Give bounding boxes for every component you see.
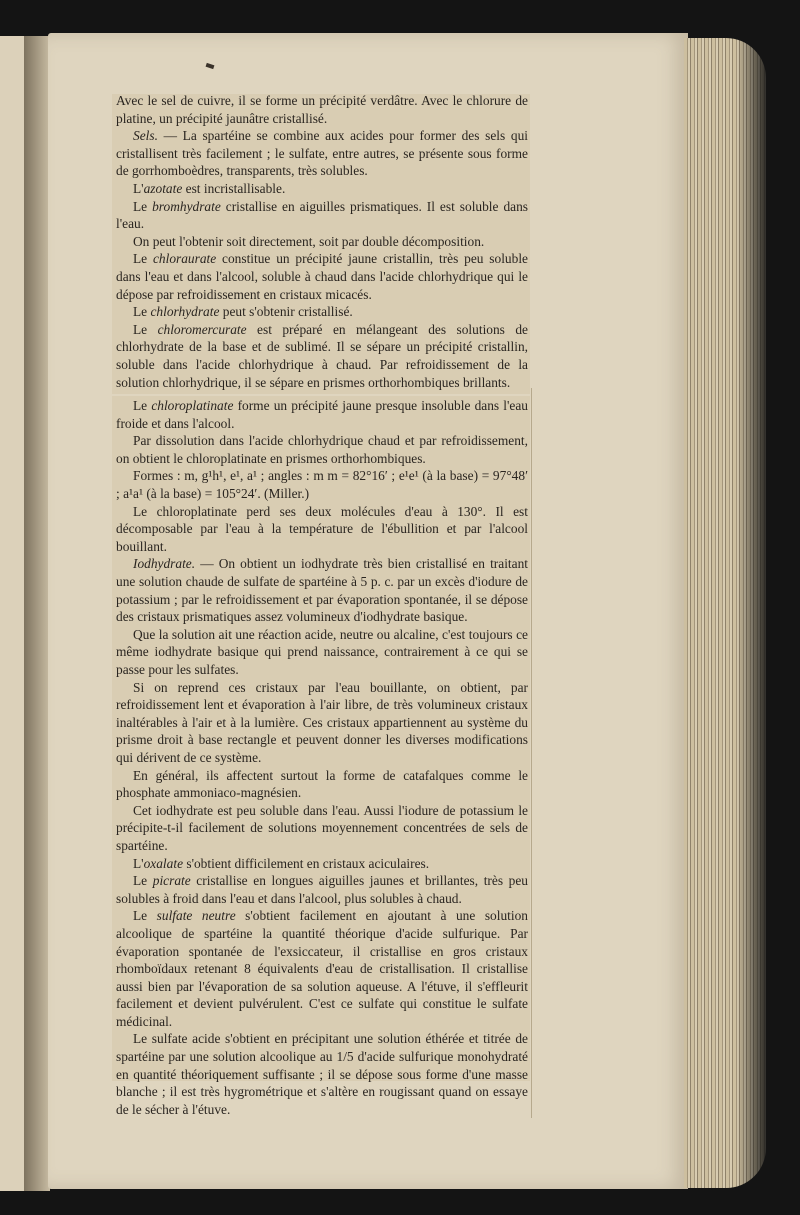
- paragraph: [116, 321, 528, 391]
- paragraph: [116, 872, 528, 907]
- paragraph-body: cristallise en aiguilles prismatiques. Il est soluble dans l'eau.: [116, 198, 528, 232]
- paragraph-term: picrate: [152, 873, 191, 889]
- paragraph-body: Cet iodhydrate est peu soluble dans l'eau. Aussi l'iodure de potassium le précipite-t-il facilement de solutions moyennement concentrées de sels de spartéine.: [116, 802, 528, 853]
- paragraph-body: Si on reprend ces cristaux par l'eau bouillante, on obtient, par refroidissement lent et évaporation à l'air libre, de très volumineux cristaux inaltérables à l'air et à la lumière. Ces cristaux appartiennent au système du prisme droit à base rectangle et peuvent donner les diverses modifications qui dérivent de ce système.: [116, 679, 528, 765]
- text-block-top: [116, 92, 528, 391]
- paragraph-body: Le sulfate acide s'obtient en précipitant une solution éthérée et titrée de spartéine par une solution alcoolique au 1/5 d'acide sulfurique monohydraté en quantité théoriquement suffisante ; il se dépose sous forme d'une masse blanche ; il est très hygrométrique et s'altère en rougissant quand on essaye de le sécher à l'étuve.: [116, 1031, 528, 1117]
- paragraph: [116, 626, 528, 679]
- paragraph-body: Par dissolution dans l'acide chlorhydrique chaud et par refroidissement, on obtient le chloroplatinate en prismes orthorhombiques.: [116, 433, 528, 466]
- paragraph-body: cristallise en longues aiguilles jaunes et brillantes, très peu solubles à froid dans l'eau et dans l'alcool, plus solubles à chaud.: [116, 873, 528, 906]
- paragraph-prefix: Le: [133, 908, 157, 924]
- paragraph-term: bromhydrate: [152, 198, 221, 214]
- paragraph: [116, 233, 528, 251]
- paragraph: [116, 198, 528, 233]
- paragraph-body: s'obtient facilement en ajoutant à une solution alcoolique de spartéine la quantité théorique d'acide sulfurique. Par évaporation spontanée de l'exsiccateur, il cristallise en gros cristaux rhomboïdaux retenant 8 équivalents d'eau de cristallisation. Il cristallise aussi bien par l'évaporation de sa solution aqueuse. A l'étuve, il s'effleurit facilement et devient pulvérulent. C'est ce sulfate qui constitue le sulfate médicinal.: [116, 908, 528, 1029]
- document-text: [116, 92, 528, 1118]
- paragraph-term: Iodhydrate.: [133, 556, 196, 572]
- paragraph: [116, 767, 528, 802]
- paragraph-term: Sels.: [133, 128, 158, 144]
- paragraph: [116, 303, 528, 321]
- paragraph-term: azotate: [143, 180, 183, 196]
- paragraph-body: Que la solution ait une réaction acide, neutre ou alcaline, c'est toujours ce même iodhydrate basique qui prend naissance, contrairement à ce qui se passe pour les sulfates.: [116, 626, 528, 677]
- paragraph: [116, 907, 528, 1030]
- paragraph-prefix: L': [133, 855, 144, 871]
- paragraph-prefix: Le: [133, 198, 153, 214]
- paragraph-body: est préparé en mélangeant des solutions de chlorhydrate de la base et de sublimé. Il se sépare un précipité cristallin, soluble dans l'acide chlorhydrique à chaud. Par refroidissement de la solution chlorhydrique, il se sépare en prismes orthorhombiques brillants.: [116, 321, 528, 390]
- paragraph-body: forme un précipité jaune presque insoluble dans l'eau froide et dans l'alcool.: [116, 398, 528, 431]
- paragraph-body: Avec le sel de cuivre, il se forme un précipité verdâtre. Avec le chlorure de platine, un précipité jaunâtre cristallisé.: [116, 93, 528, 126]
- paragraph-prefix: Le: [133, 873, 153, 889]
- paragraph-body: On peut l'obtenir soit directement, soit par double décomposition.: [133, 233, 485, 249]
- paragraph-body: peut s'obtenir cristallisé.: [219, 304, 353, 320]
- paragraph-prefix: Le: [133, 251, 153, 267]
- paragraph: [116, 855, 528, 873]
- paragraph-body: En général, ils affectent surtout la forme de catafalques comme le phosphate ammoniaco-magnésien.: [116, 767, 528, 801]
- paragraph: [116, 1030, 528, 1118]
- paragraph-term: chloromercurate: [157, 321, 247, 337]
- paragraph-term: chloroplatinate: [151, 398, 234, 414]
- paragraph-body: est incristallisable.: [182, 180, 286, 196]
- book-gutter: [24, 36, 50, 1191]
- paragraph: [116, 250, 528, 303]
- paragraph-body: — La spartéine se combine aux acides pour former des sels qui cristallisent très facilement ; le sulfate, entre autres, se présente sous forme de gorrhomboèdres, transparents, très solubles.: [116, 128, 528, 179]
- left-page-edge: [0, 36, 26, 1191]
- page-edges: [684, 38, 766, 1188]
- paragraph: [116, 555, 528, 625]
- paragraph-prefix: Le: [133, 321, 158, 337]
- paragraph: [116, 127, 528, 180]
- paragraph: [116, 92, 528, 127]
- paragraph-body: s'obtient difficilement en cristaux aciculaires.: [183, 855, 430, 871]
- paragraph: [116, 503, 528, 556]
- paragraph: [116, 679, 528, 767]
- paragraph-body: Formes : m, g¹h¹, e¹, a¹ ; angles : m m = 82°16′ ; e¹e¹ (à la base) = 97°48′ ; a¹a¹ (à la base) = 105°24′. (Miller.): [116, 468, 528, 502]
- paragraph-prefix: L': [133, 180, 144, 196]
- paragraph: [116, 397, 528, 432]
- paragraph-prefix: Le: [133, 398, 152, 414]
- margin-rule: [531, 388, 532, 1118]
- paragraph-term: chloraurate: [152, 251, 217, 267]
- text-block-bottom: [116, 397, 528, 1118]
- paragraph-term: sulfate neutre: [156, 908, 236, 924]
- paragraph-term: oxalate: [143, 855, 184, 871]
- paragraph-term: chlorhydrate: [150, 304, 220, 320]
- paragraph: [116, 432, 528, 467]
- paragraph-body: Le chloroplatinate perd ses deux molécules d'eau à 130°. Il est décomposable par l'eau à la température de l'ébullition et par l'alcool bouillant.: [116, 503, 528, 554]
- paragraph: [116, 467, 528, 502]
- paragraph: [116, 180, 528, 198]
- paragraph-body: constitue un précipité jaune cristallin, très peu soluble dans l'eau et dans l'alcool, soluble à chaud dans l'acide chlorhydrique qui le dépose par refroidissement en cristaux micacés.: [116, 251, 528, 302]
- paragraph: [116, 802, 528, 855]
- paragraph-prefix: Le: [133, 304, 151, 320]
- paragraph-body: — On obtient un iodhydrate très bien cristallisé en traitant une solution chaude de sulfate de spartéine à 5 p. c. par un excès d'iodure de potassium ; par le refroidissement et par évaporation spontanée, il se dépose des cristaux prismatiques assez volumineux d'iodhydrate basique.: [116, 556, 528, 625]
